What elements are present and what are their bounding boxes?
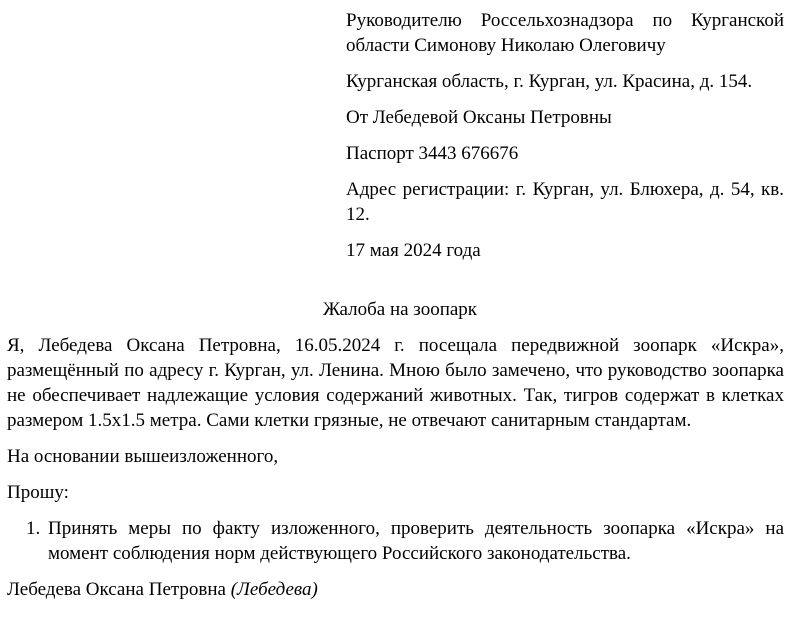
registration-address: Адрес регистрации: г. Курган, ул. Блюхера, д. 54, кв. 12. [346,179,784,225]
signature-line [7,577,784,602]
request-intro: Прошу: [7,482,69,503]
complaint-paragraph: Я, Лебедева Оксана Петровна, 16.05.2024 г. посещала передвижной зоопарк «Искра», размещённый по адресу г. Курган, ул. Ленина. Мною было замечено, что руководство зоопарка не обеспечивает надлежащие условия содержаний животных. Так, тигров содержат в клетках размером 1.5х1.5 метра. Сами клетки грязные, не отвечают санитарным стандартам. [7,335,784,431]
list-item-number: 1. [26,518,41,539]
document-title: Жалоба на зоопарк [322,299,478,320]
sender-line: От Лебедевой Оксаны Петровны [346,107,612,128]
document-body [7,333,784,613]
handwritten-signature: (Лебедева) [230,579,318,600]
recipient-address: Курганская область, г. Курган, ул. Красина, д. 154. [346,71,753,92]
request-list [7,516,784,566]
recipient-line: Руководителю Россельхознадзора по Курганской области Симонову Николаю Олеговичу [346,10,784,56]
document-date: 17 мая 2024 года [346,240,481,261]
list-item-text: Принять меры по факту изложенного, проверить деятельность зоопарка «Искра» на момент соблюдения норм действующего Российского законодательства. [48,518,784,564]
basis-paragraph: На основании вышеизложенного, [7,446,279,467]
signature-name: Лебедева Оксана Петровна [7,579,226,600]
addressee-block [346,8,784,274]
passport-line: Паспорт 3443 676676 [346,143,519,164]
list-item [7,516,784,566]
